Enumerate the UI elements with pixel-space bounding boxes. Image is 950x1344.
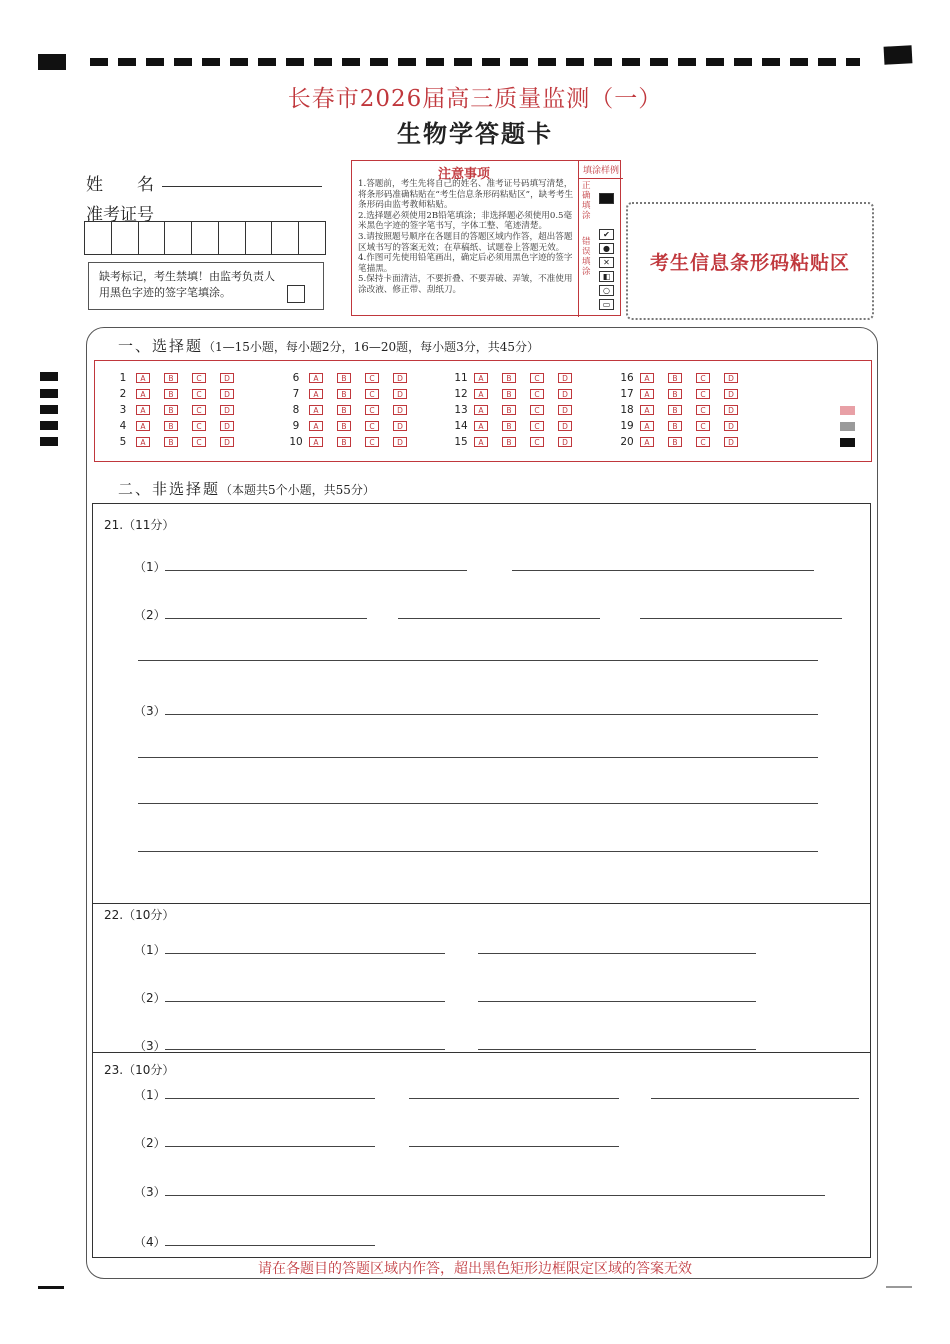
option-a[interactable]: A [640,405,654,415]
timing-mark-side [40,437,58,446]
option-c[interactable]: C [192,421,206,431]
question-number: 20 [620,436,634,448]
notice-item: 4.作图可先使用铅笔画出，确定后必须用黑色字迹的签字笔描黑。 [358,253,573,274]
option-b[interactable]: B [668,389,682,399]
id-digit-box[interactable] [192,222,219,254]
footer-warning: 请在各题目的答题区域内作答，超出黑色矩形边框限定区域的答案无效 [258,1261,692,1277]
question-number: 11 [454,372,468,384]
option-c[interactable]: C [365,421,379,431]
q21-label: 21.（11分） [104,518,175,532]
timing-marks-top [90,58,860,66]
option-d[interactable]: D [393,405,407,415]
absent-checkbox[interactable] [287,285,305,303]
option-b[interactable]: B [668,437,682,447]
calibration-swatch-black [840,438,855,447]
q21-part3-label: （3） [134,704,166,718]
option-c[interactable]: C [696,373,710,383]
dot-icon: ● [599,243,614,254]
id-digit-box[interactable] [139,222,166,254]
option-d[interactable]: D [724,437,738,447]
option-d[interactable]: D [220,437,234,447]
section1-title [118,335,539,356]
option-d[interactable]: D [724,421,738,431]
answer-line[interactable] [651,1098,859,1099]
option-d[interactable]: D [393,389,407,399]
question-number: 8 [292,404,300,416]
choice-row [614,370,752,386]
notice-item: 5.保持卡面清洁，不要折叠、不要弄破、弄皱，不准使用涂改液、修正带、刮纸刀。 [358,274,573,295]
corner-mark-top-left [38,54,66,70]
option-a[interactable]: A [136,373,150,383]
question-number: 18 [620,404,634,416]
option-a[interactable]: A [136,421,150,431]
option-d[interactable]: D [393,437,407,447]
notice-item: 2.选择题必须使用2B铅笔填涂；非选择题必须使用0.5毫米黑色字迹的签字笔书写，字体工整、笔迹清楚。 [358,210,573,232]
option-d[interactable]: D [724,405,738,415]
choice-row [110,402,248,418]
barcode-label: 考生信息条形码粘贴区 [649,251,850,274]
notice-list [358,179,574,296]
section2-note: （本题共5个小题，共55分） [220,483,375,497]
timing-mark-side [40,372,58,381]
card-title: 生物学答题卡 [397,119,553,148]
correct-fill-sample [599,193,614,204]
choice-row [448,370,586,386]
section1-heading: 一、选择题 [118,337,204,355]
answer-line[interactable] [165,1245,375,1246]
option-a[interactable]: A [309,405,323,415]
question-number: 3 [119,404,127,416]
q22-part1-label: （1） [134,943,166,957]
option-a[interactable]: A [309,389,323,399]
option-d[interactable]: D [220,389,234,399]
choice-column [614,370,752,450]
answer-line[interactable] [512,570,814,571]
question-number: 19 [620,420,634,432]
option-a[interactable]: A [640,421,654,431]
question-number: 7 [292,388,300,400]
answer-line[interactable] [165,953,445,954]
option-c[interactable]: C [530,405,544,415]
option-c[interactable]: C [365,405,379,415]
option-d[interactable]: D [220,373,234,383]
question-number: 5 [119,436,127,448]
option-a[interactable]: A [136,389,150,399]
option-c[interactable]: C [365,373,379,383]
option-a[interactable]: A [309,437,323,447]
option-a[interactable]: A [474,405,488,415]
section1-note: （1—15小题，每小题2分，16—20题，每小题3分，共45分） [203,340,539,354]
q23-part2-label: （2） [134,1136,166,1150]
question-number: 15 [454,436,468,448]
option-c[interactable]: C [365,389,379,399]
id-digit-box[interactable] [219,222,246,254]
id-digit-box[interactable] [112,222,139,254]
timing-mark-side [40,389,58,398]
question-number: 16 [620,372,634,384]
answer-line[interactable] [165,618,367,619]
id-digit-box[interactable] [246,222,273,254]
option-a[interactable]: A [640,389,654,399]
correct-fill-label: 正确填涂 [582,181,591,221]
q23-part1-label: （1） [134,1088,166,1102]
question-number: 17 [620,388,634,400]
option-a[interactable]: A [136,437,150,447]
notice-item: 3.请按照题号顺序在各题目的答题区域内作答，超出答题区域书写的答案无效；在草稿纸、试题卷上答题无效。 [358,231,573,253]
choice-row [110,418,248,434]
q22-answer-box [92,903,871,1053]
choice-row [283,418,421,434]
option-b[interactable]: B [502,389,516,399]
answer-line[interactable] [138,757,818,758]
option-d[interactable]: D [724,373,738,383]
answer-line[interactable] [165,714,818,715]
answer-line[interactable] [138,851,818,852]
answer-line[interactable] [165,1195,825,1196]
q23-answer-box [92,1052,871,1258]
q22-label: 22.（10分） [104,908,175,922]
option-c[interactable]: C [696,389,710,399]
choice-column [283,370,421,450]
q21-answer-box [92,503,871,904]
corner-mark-bottom-left [38,1286,64,1289]
option-d[interactable]: D [220,405,234,415]
exam-title: 长春市2026届高三质量监测（一） [287,86,663,112]
question-number: 12 [454,388,468,400]
line-icon: ▭ [599,299,614,310]
option-a[interactable]: A [309,421,323,431]
id-digit-box[interactable] [272,222,299,254]
option-b[interactable]: B [164,373,178,383]
choice-row [448,418,586,434]
choice-row [110,434,248,450]
option-d[interactable]: D [558,405,572,415]
option-d[interactable]: D [558,389,572,399]
option-a[interactable]: A [136,405,150,415]
option-d[interactable]: D [724,389,738,399]
choice-row [614,418,752,434]
answer-line[interactable] [165,1001,445,1002]
option-a[interactable]: A [640,437,654,447]
choice-row [283,434,421,450]
option-c[interactable]: C [192,373,206,383]
notice-title: 注意事项 [437,167,490,182]
option-c[interactable]: C [530,421,544,431]
name-field[interactable] [162,186,322,187]
option-a[interactable]: A [474,389,488,399]
fill-sample-panel [578,161,623,317]
answer-line[interactable] [138,803,818,804]
question-number: 13 [454,404,468,416]
option-b[interactable]: B [668,405,682,415]
choice-row [614,386,752,402]
option-b[interactable]: B [337,389,351,399]
choice-row [110,370,248,386]
id-digit-box[interactable] [165,222,192,254]
sample-header: 填涂样例 [579,161,623,179]
option-d[interactable]: D [393,373,407,383]
answer-line[interactable] [409,1146,619,1147]
question-number: 2 [119,388,127,400]
option-a[interactable]: A [640,373,654,383]
option-c[interactable]: C [696,405,710,415]
option-c[interactable]: C [365,437,379,447]
q23-label: 23.（10分） [104,1063,175,1077]
option-b[interactable]: B [164,389,178,399]
option-d[interactable]: D [558,421,572,431]
q21-part1-label: （1） [134,560,166,574]
absent-note: 缺考标记，考生禁填！由监考负责人用黑色字迹的签字笔填涂。 [99,270,275,299]
option-d[interactable]: D [220,421,234,431]
option-b[interactable]: B [668,421,682,431]
option-c[interactable]: C [192,389,206,399]
question-number: 10 [289,436,303,448]
choice-row [614,402,752,418]
option-d[interactable]: D [558,437,572,447]
half-fill-icon: ◧ [599,271,614,282]
q21-part2-label: （2） [134,608,166,622]
choice-row [448,434,586,450]
option-c[interactable]: C [696,421,710,431]
option-d[interactable]: D [393,421,407,431]
option-c[interactable]: C [530,373,544,383]
choice-row [110,386,248,402]
option-b[interactable]: B [337,437,351,447]
answer-line[interactable] [478,1001,756,1002]
option-b[interactable]: B [337,373,351,383]
notice-box [351,160,621,316]
option-d[interactable]: D [558,373,572,383]
option-b[interactable]: B [164,421,178,431]
timing-mark-side [40,421,58,430]
answer-line[interactable] [165,1098,375,1099]
timing-mark-side [40,405,58,414]
option-b[interactable]: B [502,405,516,415]
option-b[interactable]: B [502,421,516,431]
corner-mark-top-right [884,45,913,64]
calibration-swatch-pink [840,406,855,415]
option-a[interactable]: A [474,437,488,447]
circle-icon: ○ [599,285,614,296]
barcode-paste-area [626,202,874,320]
section2-title [118,478,375,499]
choice-row [614,434,752,450]
answer-line[interactable] [478,953,756,954]
option-a[interactable]: A [474,373,488,383]
option-b[interactable]: B [337,405,351,415]
answer-line[interactable] [398,618,600,619]
question-number: 14 [454,420,468,432]
choice-row [283,386,421,402]
answer-line[interactable] [640,618,842,619]
option-a[interactable]: A [309,373,323,383]
option-b[interactable]: B [164,437,178,447]
choice-column [448,370,586,450]
answer-line[interactable] [478,1049,756,1050]
option-a[interactable]: A [474,421,488,431]
choice-row [283,370,421,386]
wrong-fill-label: 错误填涂 [582,237,591,277]
id-label: 准考证号 [86,205,154,225]
q23-part4-label: （4） [134,1235,166,1249]
option-b[interactable]: B [502,373,516,383]
question-number: 6 [292,372,300,384]
cross-icon: ✕ [599,257,614,268]
choice-row [448,386,586,402]
notice-item: 1.答题前，考生先将自己的姓名、准考证号码填写清楚，将条形码准确粘贴在“考生信息条形码粘贴区”，缺考考生条形码由监考教师粘贴。 [358,179,574,211]
option-b[interactable]: B [502,437,516,447]
option-c[interactable]: C [696,437,710,447]
answer-line[interactable] [165,1049,445,1050]
q22-part3-label: （3） [134,1039,166,1053]
question-number: 9 [292,420,300,432]
q22-part2-label: （2） [134,991,166,1005]
option-b[interactable]: B [668,373,682,383]
question-number: 1 [119,372,127,384]
calibration-swatch-gray [840,422,855,431]
option-c[interactable]: C [530,389,544,399]
section2-heading: 二、非选择题 [118,480,221,498]
id-digit-box[interactable] [299,222,325,254]
corner-mark-bottom-right [886,1286,912,1288]
option-c[interactable]: C [530,437,544,447]
answer-line[interactable] [165,570,467,571]
option-b[interactable]: B [337,421,351,431]
choice-column [110,370,248,450]
option-c[interactable]: C [192,437,206,447]
answer-line[interactable] [165,1146,375,1147]
choice-row [283,402,421,418]
id-number-boxes[interactable] [84,221,326,255]
option-c[interactable]: C [192,405,206,415]
choice-row [448,402,586,418]
answer-line[interactable] [138,660,818,661]
check-mark-icon: ✔ [599,229,614,240]
answer-line[interactable] [409,1098,619,1099]
question-number: 4 [119,420,127,432]
absent-mark-box [88,262,324,310]
option-b[interactable]: B [164,405,178,415]
q23-part3-label: （3） [134,1185,166,1199]
name-label: 姓 名 [86,175,154,195]
id-digit-box[interactable] [85,222,112,254]
